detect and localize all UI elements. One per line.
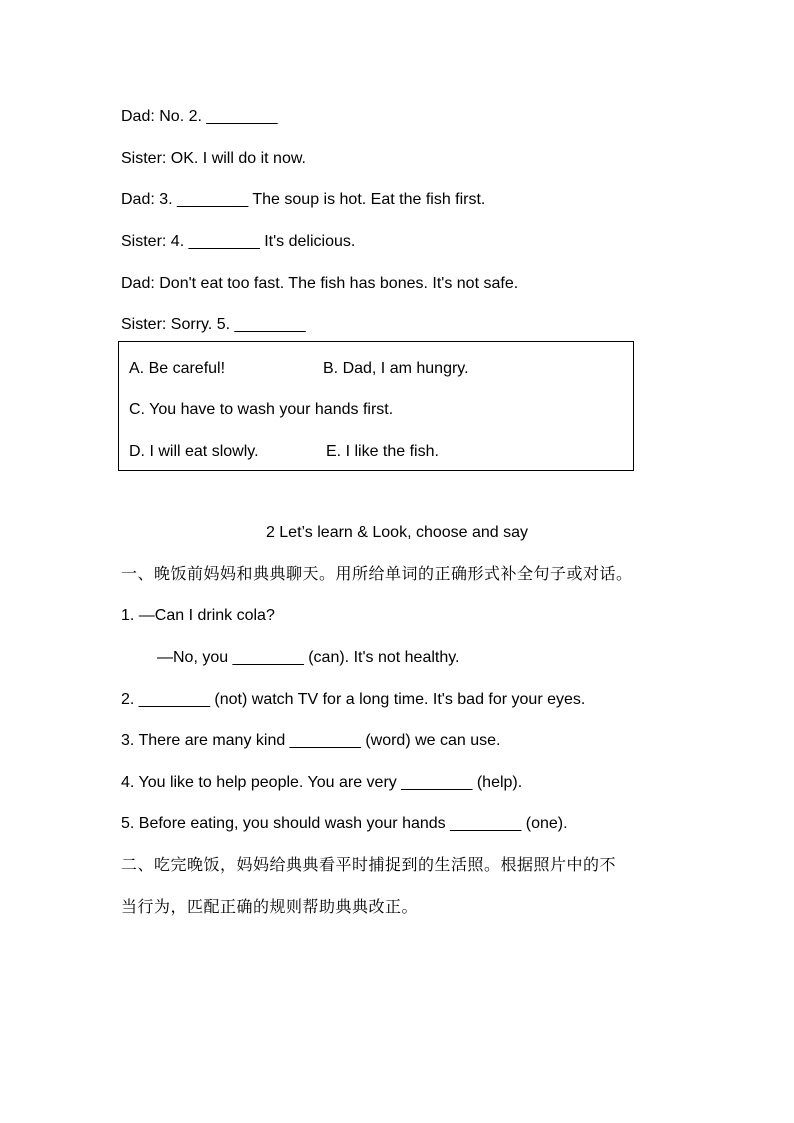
dialogue-line: Dad: Don't eat too fast. The fish has bones. It's not safe. bbox=[121, 275, 519, 292]
part2-instruction-continued: 当行为，匹配正确的规则帮助典典改正。 bbox=[121, 899, 419, 916]
exercise-item: 1. —Can I drink cola? bbox=[121, 607, 275, 624]
section-title: 2 Let’s learn & Look, choose and say bbox=[265, 524, 529, 541]
dialogue-line: Sister: OK. I will do it now. bbox=[121, 150, 306, 167]
exercise-item: 2. ________ (not) watch TV for a long time. It's bad for your eyes. bbox=[121, 691, 586, 708]
dialogue-line: Dad: No. 2. ________ bbox=[121, 108, 278, 125]
option-a: A. Be careful! bbox=[129, 360, 226, 377]
exercise-item: 4. You like to help people. You are very ________ (help). bbox=[121, 774, 523, 791]
part1-instruction: 一、晚饭前妈妈和典典聊天。用所给单词的正确形式补全句子或对话。 bbox=[121, 566, 633, 583]
option-d: D. I will eat slowly. bbox=[129, 443, 259, 460]
exercise-item: —No, you ________ (can). It's not healthy. bbox=[157, 649, 460, 666]
option-b: B. Dad, I am hungry. bbox=[323, 360, 469, 377]
exercise-item: 3. There are many kind ________ (word) we can use. bbox=[121, 732, 501, 749]
options-box bbox=[118, 341, 634, 471]
dialogue-line: Sister: 4. ________ It's delicious. bbox=[121, 233, 356, 250]
option-c: C. You have to wash your hands first. bbox=[129, 401, 394, 418]
part2-instruction: 二、吃完晚饭，妈妈给典典看平时捕捉到的生活照。根据照片中的不 bbox=[121, 857, 617, 874]
dialogue-line: Sister: Sorry. 5. ________ bbox=[121, 316, 306, 333]
dialogue-line: Dad: 3. ________ The soup is hot. Eat the fish first. bbox=[121, 191, 486, 208]
exercise-item: 5. Before eating, you should wash your hands ________ (one). bbox=[121, 815, 568, 832]
option-e: E. I like the fish. bbox=[326, 443, 439, 460]
